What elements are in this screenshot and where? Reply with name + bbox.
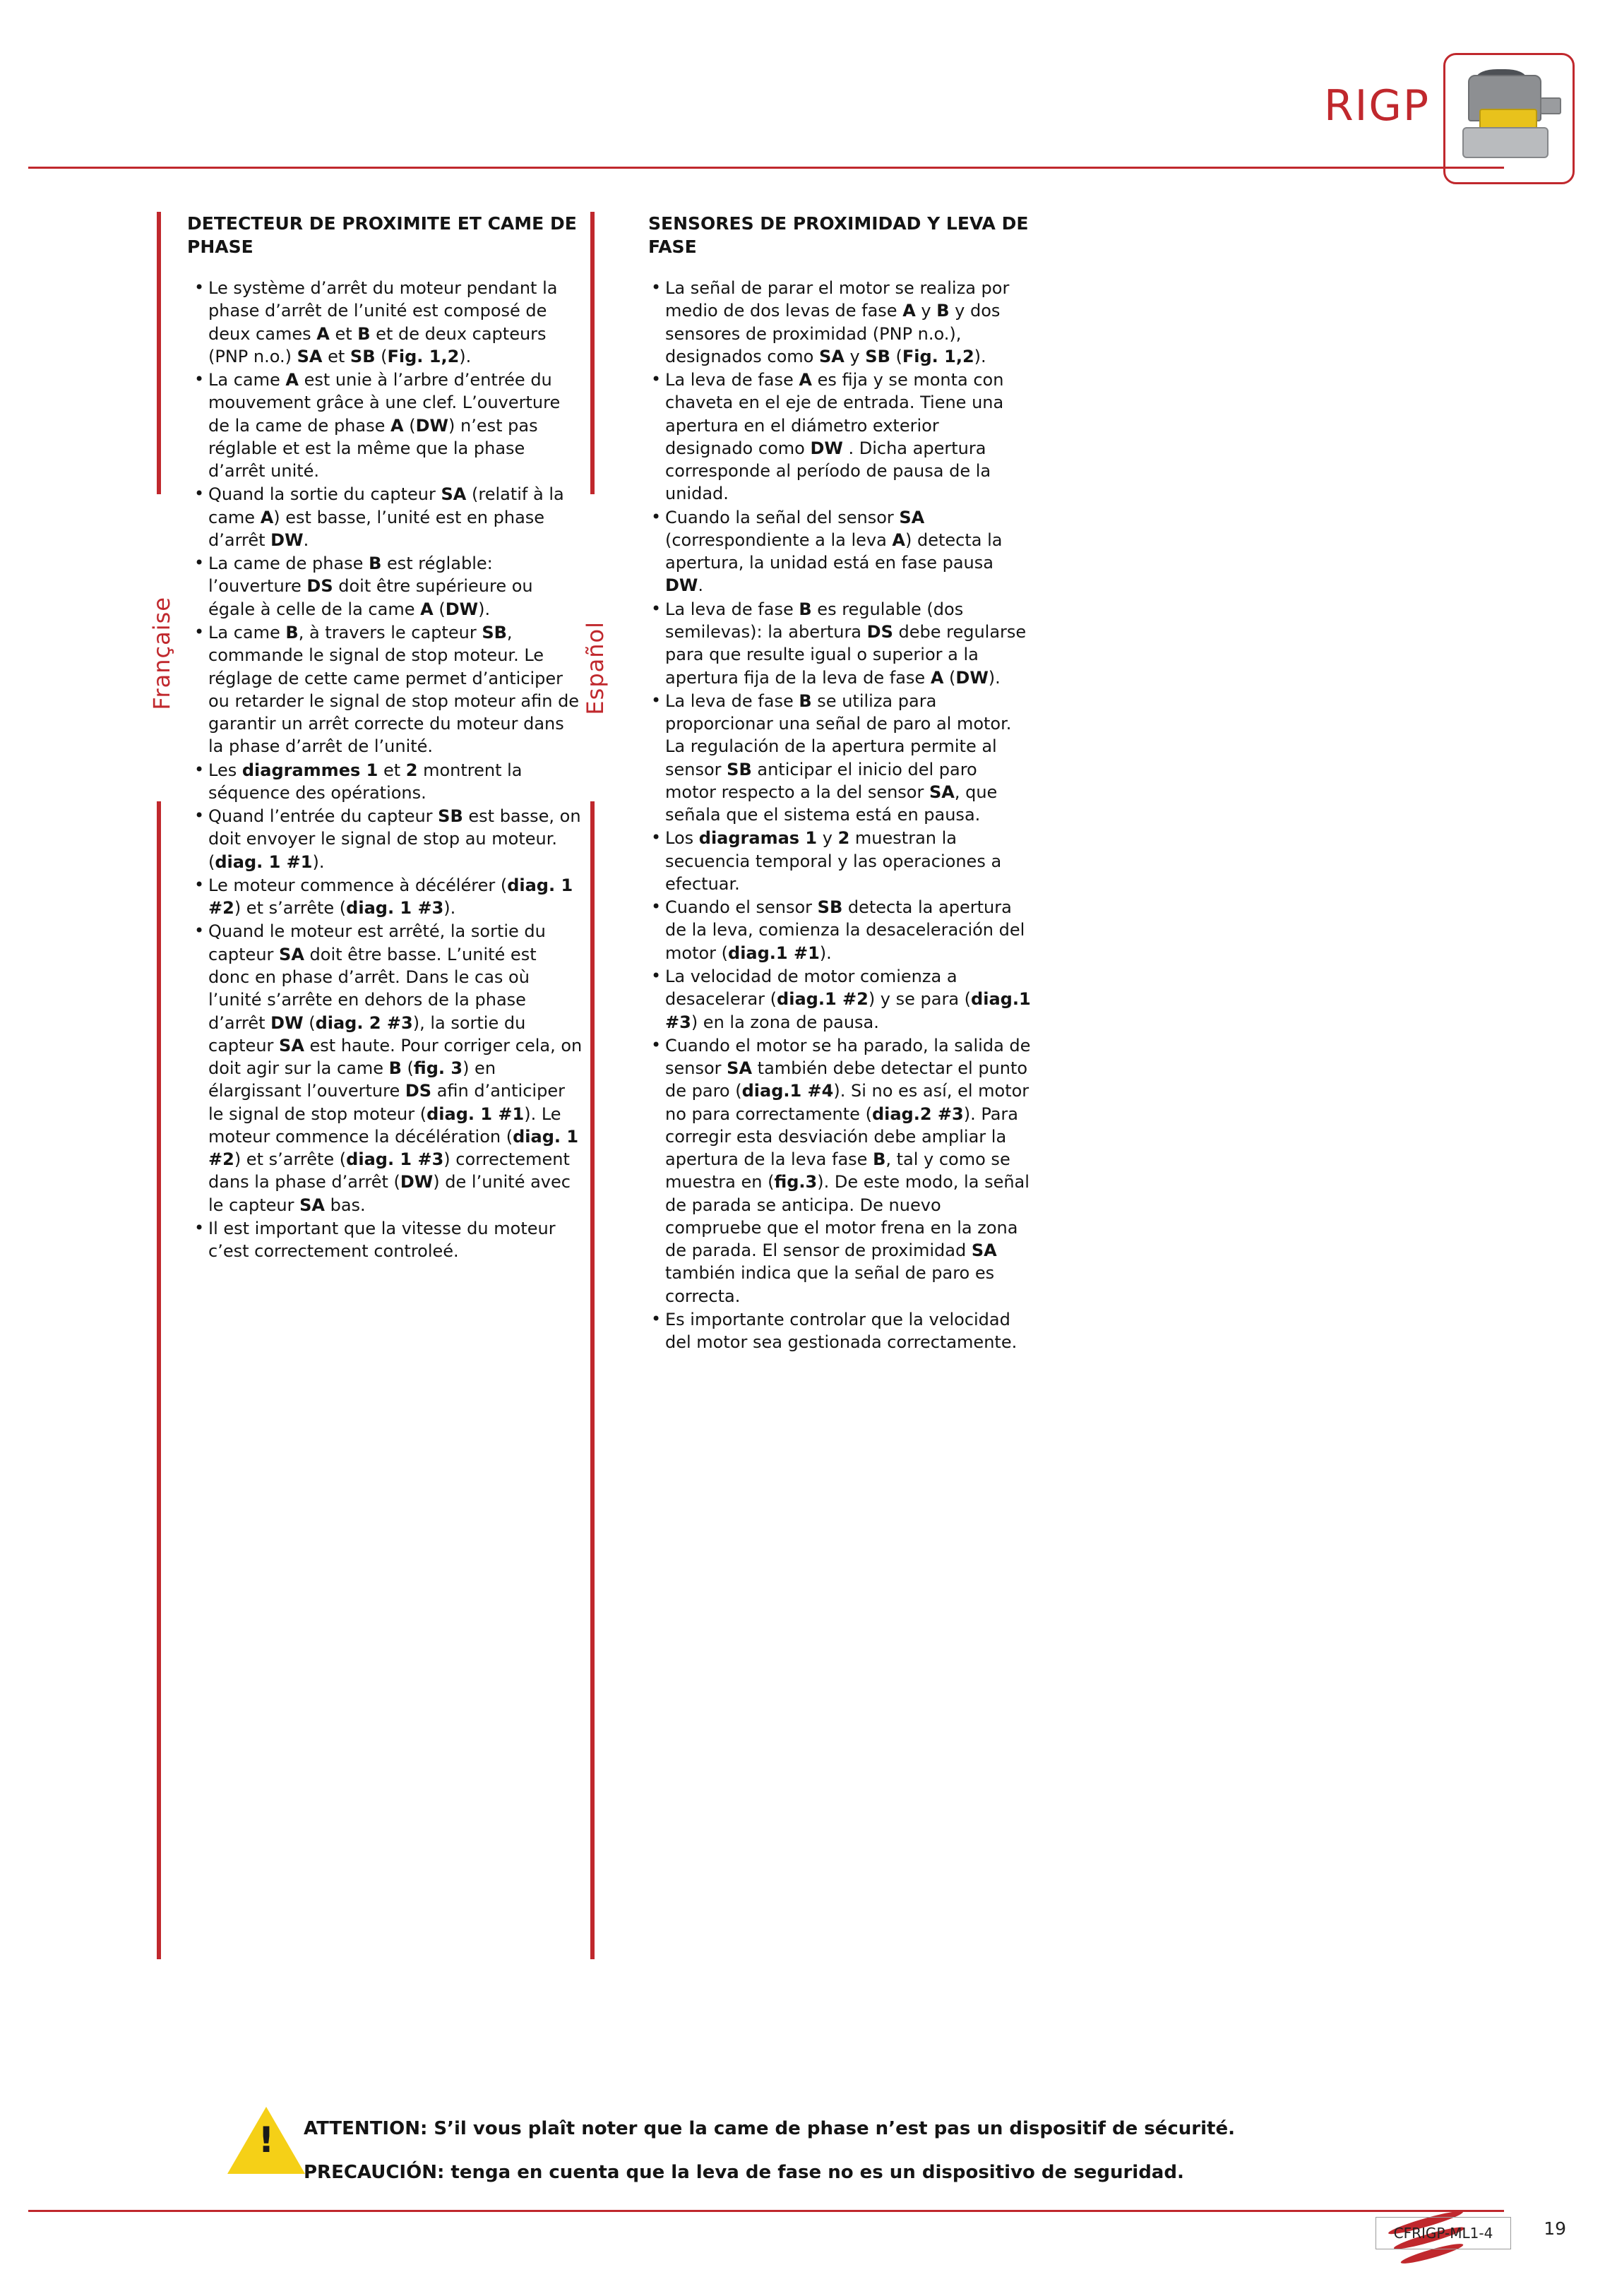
warning-exclamation-mark: ! [258,2119,275,2160]
french-column [187,212,583,1263]
list-item: • Cuando el sensor SB detecta la apertura de la leva, comienza la desaceleración del motor (diag.1 #1). [636,896,1031,964]
list-item: • La leva de fase B se utiliza para proporcionar una señal de paro al motor. La regulación de la apertura permite al sensor SB anticipar el inicio del paro motor respecto a la del sensor SA, que señala que el sistema está en pausa. [636,690,1031,827]
list-item: • Quand la sortie du capteur SA (relatif à la came A) est basse, l’unité est en phase d’arrêt DW. [187,483,583,551]
language-label-spanish: Español [582,621,609,715]
list-item: • Le système d’arrêt du moteur pendant la phase d’arrêt de l’unité est composé de deux cames A et B et de deux capteurs (PNP n.o.) SA et SB (Fig. 1,2). [187,277,583,368]
spanish-bullet-list [636,277,1031,1353]
list-item: • La came A est unie à l’arbre d’entrée du mouvement grâce à une clef. L’ouverture de la came de phase A (DW) n’est pas réglable et est la même que la phase d’arrêt unité. [187,369,583,482]
french-section-title: DETECTEUR DE PROXIMITE ET CAME DE PHASE [187,213,577,257]
engine-illustration [1455,69,1561,168]
page-header [0,0,1617,184]
list-item: • Los diagramas 1 y 2 muestran la secuencia temporal y las operaciones a efectuar. [636,827,1031,895]
page-number: 19 [1544,2218,1566,2239]
list-item: • Cuando la señal del sensor SA (correspondiente a la leva A) detecta la apertura, la unidad está en fase pausa DW. [636,506,1031,597]
list-item: • La came B, à travers le capteur SB, commande le signal de stop moteur. Le réglage de cette came permet d’anticiper ou retarder le signal de stop moteur afin de garantir un arrêt correcte du moteur dans la phase d’arrêt de l’unité. [187,621,583,758]
engine-shaft-part [1540,97,1561,114]
list-item: • Les diagrammes 1 et 2 montrent la séquence des opérations. [187,759,583,805]
page-footer [0,2091,1617,2296]
french-accent-bar-top [157,212,161,494]
list-item: • Le moteur commence à décélérer (diag. 1 #2) et s’arrête (diag. 1 #3). [187,874,583,920]
spanish-accent-bar-bottom [590,801,595,1959]
engine-base-part [1462,127,1549,158]
warning-text-spanish: PRECAUCIÓN: tenga en cuenta que la leva de fase no es un dispositivo de seguridad. [304,2162,1184,2183]
list-item: • Cuando el motor se ha parado, la salida de sensor SA también debe detectar el punto de paro (diag.1 #4). Si no es así, el motor no para correctamente (diag.2 #3). Para corregir esta desviación debe ampliar la apertura de la leva fase B, tal y como se muestra en (fig.3). De este modo, la señal de parada se anticipa. De nuevo compruebe que el motor frena en la zona de parada. El sensor de proximidad SA también indica que la señal de paro es correcta. [636,1034,1031,1308]
brand-title: RIGP [1323,81,1430,131]
header-divider [28,167,1504,169]
language-label-french: Française [148,597,175,710]
spanish-column [636,212,1031,1354]
warning-text-french: ATTENTION: S’il vous plaît noter que la came de phase n’est pas un dispositif de sécurité. [304,2118,1235,2139]
spanish-section-title: SENSORES DE PROXIMIDAD Y LEVA DE FASE [648,213,1029,257]
list-item: • La leva de fase A es fija y se monta con chaveta en el eje de entrada. Tiene una apertura en el diámetro exterior designado como DW . Dicha apertura corresponde al período de pausa de la unidad. [636,369,1031,506]
spanish-accent-bar-top [590,212,595,494]
list-item: • La señal de parar el motor se realiza por medio de dos levas de fase A y B y dos sensores de proximidad (PNP n.o.), designados como SA y SB (Fig. 1,2). [636,277,1031,368]
list-item: • Il est important que la vitesse du moteur c’est correctement controleé. [187,1217,583,1263]
french-accent-bar-bottom [157,801,161,1959]
list-item: • Es importante controlar que la velocidad del motor sea gestionada correctamente. [636,1308,1031,1354]
footer-divider [28,2210,1504,2212]
list-item: • La came de phase B est réglable: l’ouverture DS doit être supérieure ou égale à celle de la came A (DW). [187,552,583,621]
list-item: • La velocidad de motor comienza a desacelerar (diag.1 #2) y se para (diag.1 #3) en la zona de pausa. [636,965,1031,1034]
list-item: • Quand le moteur est arrêté, la sortie du capteur SA doit être basse. L’unité est donc en phase d’arrêt. Dans le cas où l’unité s’arrête en dehors de la phase d’arrêt DW (diag. 2 #3), la sortie du capteur SA est haute. Pour corriger cela, on doit agir sur la came B (fig. 3) en élargissant l’ouverture DS afin d’anticiper le signal de stop moteur (diag. 1 #1). Le moteur commence la décélération (diag. 1 #2) et s’arrête (diag. 1 #3) correctement dans la phase d’arrêt (DW) de l’unité avec le capteur SA bas. [187,920,583,1216]
french-bullet-list [187,277,583,1262]
list-item: • La leva de fase B es regulable (dos semilevas): la abertura DS debe regularse para que resulte igual o superior a la apertura fija de la leva de fase A (DW). [636,598,1031,689]
document-code: CFRIGP-ML1-4 [1376,2217,1511,2249]
list-item: • Quand l’entrée du capteur SB est basse, on doit envoyer le signal de stop au moteur. (diag. 1 #1). [187,805,583,873]
engine-photo [1443,53,1575,184]
